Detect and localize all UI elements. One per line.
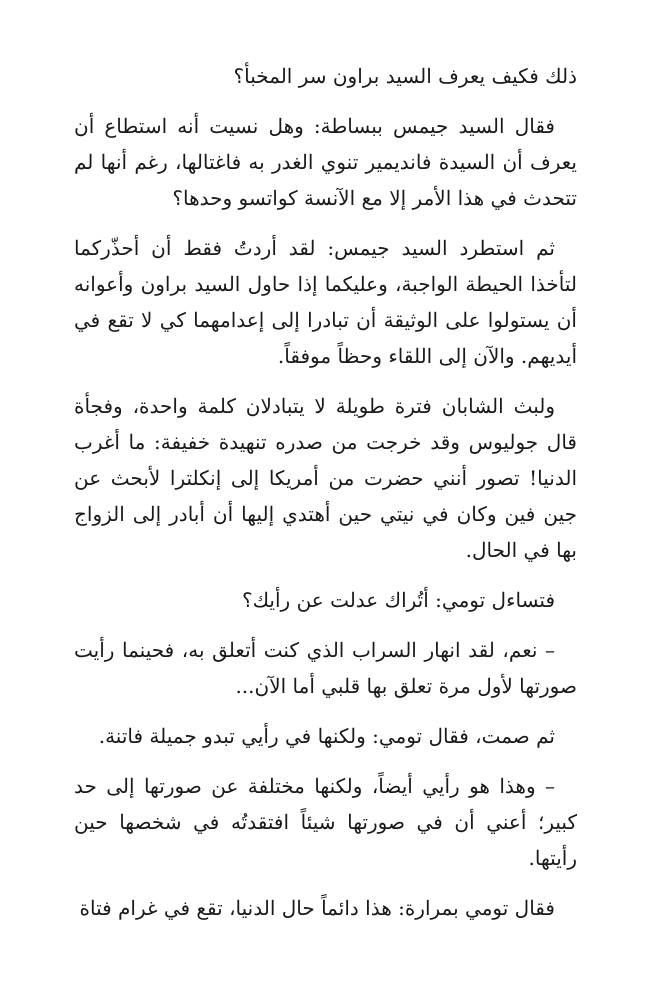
paragraph-james-warning: ثم استطرد السيد جيمس: لقد أردتُ فقط أن أحذّركما لتأخذا الحيطة الواجبة، وعليكما إذا حاول السيد براون وأعوانه أن يستولوا على الوثيقة أن تبادرا إلى إعدامهما كي لا تقع في أيديهم. والآن إلى اللقاء وحظاً موفقاً.	[74, 236, 577, 368]
paragraph-julius-agree: – وهذا هو رأيي أيضاً، ولكنها مختلفة عن صورتها إلى حد كبير؛ أعني أن في صورتها شيئاً افتقدتُه في شخصها حين رأيتها.	[74, 774, 577, 870]
paragraph-james-reply: فقال السيد جيمس ببساطة: وهل نسيت أنه استطاع أن يعرف أن السيدة فانديمير تنوي الغدر به فاغتالها، رغم أنها لم تتحدث في هذا الأمر إلا مع الآنسة كواتسو وحدها؟	[74, 114, 577, 210]
paragraph-julius-sigh: ولبث الشابان فترة طويلة لا يتبادلان كلمة واحدة، وفجأة قال جوليوس وقد خرجت من صدره تنهيدة خفيفة: ما أغرب الدنيا! تصور أنني حضرت من أمريكا إلى إنكلترا لأبحث عن جين فين وكان في نيتي حين أهتدي إليها أن أبادر إلى الزواج بها في الحال.	[74, 394, 577, 562]
paragraph-julius-answer: – نعم، لقد انهار السراب الذي كنت أتعلق به، فحينما رأيت صورتها لأول مرة تعلق بها قلبي أما الآن...	[74, 638, 577, 698]
paragraph-continuation: ذلك فكيف يعرف السيد براون سر المخبأ؟	[233, 64, 577, 88]
paragraph-tommy-bitter: فقال تومي بمرارة: هذا دائماً حال الدنيا، تقع في غرام فتاة	[79, 896, 555, 920]
paragraph-tommy-opinion: ثم صمت، فقال تومي: ولكنها في رأيي تبدو جميلة فاتنة.	[98, 724, 555, 748]
paragraph-tommy-question: فتساءل تومي: أتُراك عدلت عن رأيك؟	[241, 588, 555, 612]
